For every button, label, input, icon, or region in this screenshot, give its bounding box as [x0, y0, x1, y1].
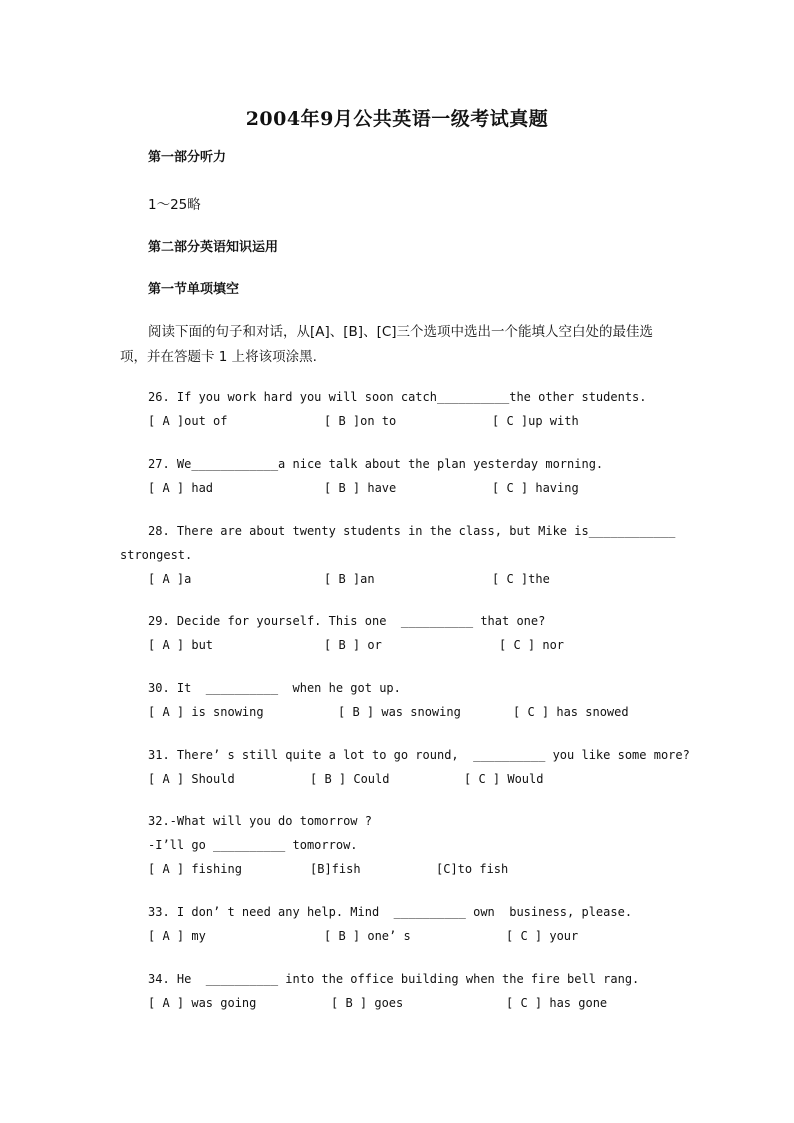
option-30-a: [ A ] is snowing [148, 705, 264, 719]
option-26-a: [ A ]out of [148, 414, 228, 428]
option-34-c: [ C ] has gone [506, 996, 608, 1010]
option-33-b: [ B ] one’ s [324, 929, 411, 943]
option-27-c: [ C ] having [492, 481, 579, 495]
question-stem-34: 34. He __________ into the office building when the fire bell rang. [148, 972, 640, 986]
question-stem-30: 30. It __________ when he got up. [148, 681, 401, 695]
option-26-c: [ C ]up with [492, 414, 579, 428]
option-28-a: [ A ]a [148, 572, 192, 586]
question-stem-32-cont: -I’ll go __________ tomorrow. [148, 838, 358, 852]
question-stem-32: 32.-What will you do tomorrow ? [148, 814, 372, 828]
option-33-a: [ A ] my [148, 929, 206, 943]
question-stem-33: 33. I don’ t need any help. Mind __________ own business, please. [148, 905, 633, 919]
option-27-a: [ A ] had [148, 481, 214, 495]
option-31-c: [ C ] Would [464, 772, 544, 786]
option-28-c: [ C ]the [492, 572, 550, 586]
question-stem-31: 31. There’ s still quite a lot to go round, __________ you like some more? [148, 748, 690, 762]
option-32-c: [C]to fish [436, 862, 509, 876]
option-33-c: [ C ] your [506, 929, 579, 943]
question-stem-28: 28. There are about twenty students in the class, but Mike is____________ [148, 524, 676, 538]
part1-note: 1～25略 [148, 197, 201, 213]
question-stem-29: 29. Decide for yourself. This one __________ that one? [148, 614, 546, 628]
instruction-line-2: 项，并在答题卡 1 上将该项涂黑. [120, 349, 317, 365]
option-32-a: [ A ] fishing [148, 862, 242, 876]
option-30-c: [ C ] has snowed [513, 705, 629, 719]
option-34-a: [ A ] was going [148, 996, 257, 1010]
instruction-line-1: 阅读下面的句子和对话，从[A]、[B]、[C]三个选项中选出一个能填人空白处的最佳选 [148, 324, 654, 340]
question-stem-27: 27. We____________a nice talk about the plan yesterday morning. [148, 457, 604, 471]
option-29-c: [ C ] nor [499, 638, 565, 652]
option-27-b: [ B ] have [324, 481, 397, 495]
page-title: 2004年9月公共英语一级考试真题 [245, 108, 549, 130]
part1-heading: 第一部分听力 [148, 150, 227, 165]
option-34-b: [ B ] goes [331, 996, 404, 1010]
section1-heading: 第一节单项填空 [148, 282, 240, 297]
question-stem-28-cont: strongest. [120, 548, 193, 562]
option-29-b: [ B ] or [324, 638, 382, 652]
option-29-a: [ A ] but [148, 638, 214, 652]
option-31-b: [ B ] Could [310, 772, 390, 786]
option-30-b: [ B ] was snowing [338, 705, 461, 719]
option-26-b: [ B ]on to [324, 414, 397, 428]
question-stem-26: 26. If you work hard you will soon catch__________the other students. [148, 390, 647, 404]
option-32-b: [B]fish [310, 862, 361, 876]
option-31-a: [ A ] Should [148, 772, 235, 786]
part2-heading: 第二部分英语知识运用 [148, 240, 279, 255]
option-28-b: [ B ]an [324, 572, 375, 586]
